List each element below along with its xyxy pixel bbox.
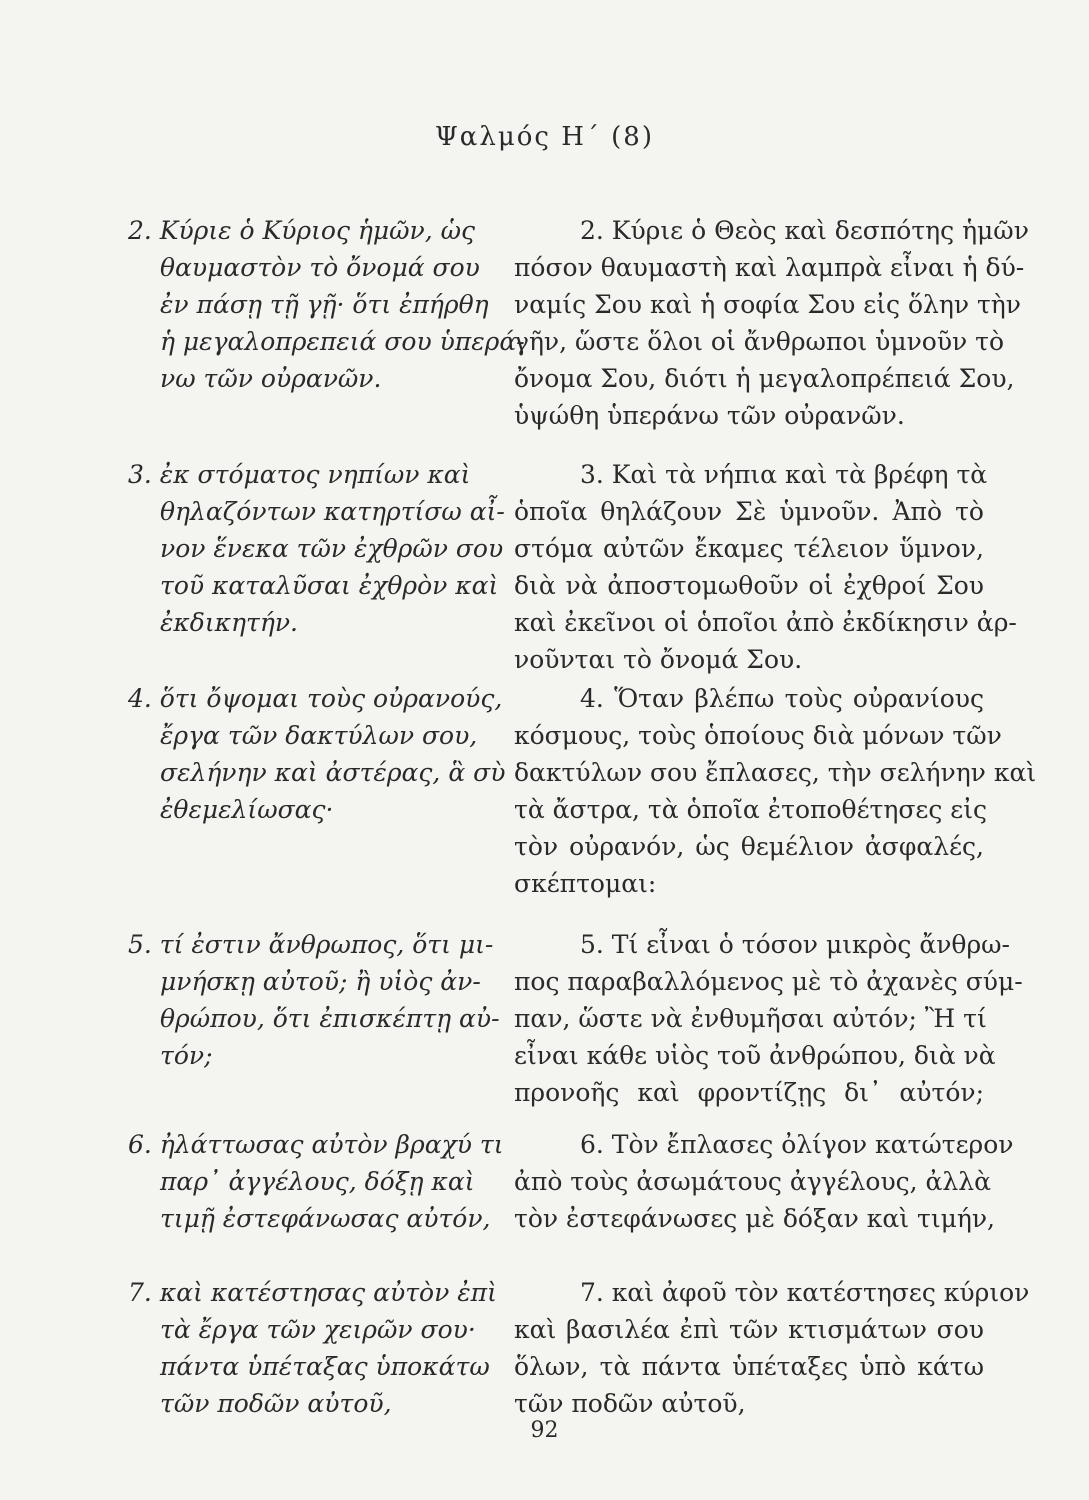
verse-6-ancient [128, 1126, 508, 1237]
verse-2-ancient [128, 212, 525, 397]
verse-7-ancient [128, 1274, 508, 1422]
verse-line: ὅλων, τὰ πάντα ὑπέταξες ὑπὸ κάτω [514, 1352, 984, 1381]
verse-line: 4. Ὅταν βλέπω τοὺς οὐρανίους [580, 684, 984, 713]
verse-5-modern [514, 926, 1023, 1111]
verse-line: 3. ἐκ στόματος νηπίων καὶ [128, 460, 471, 489]
verse-line: ἐκδικητήν. [160, 608, 298, 637]
verse-line: τὰ ἄστρα, τὰ ὁποῖα ἐτοποθέτησες εἰς [514, 795, 988, 824]
verse-line: τὰ ἔργα τῶν χειρῶν σου· [160, 1315, 476, 1344]
verse-4-modern [514, 680, 1037, 902]
verse-line: νω τῶν οὐρανῶν. [160, 364, 382, 393]
verse-line: πάντα ὑπέταξας ὑποκάτω [160, 1352, 490, 1381]
verse-line: γῆν, ὥστε ὅλοι οἱ ἄνθρωποι ὑμνοῦν τὸ [514, 327, 1005, 356]
verse-line: 3. Καὶ τὰ νήπια καὶ τὰ βρέφη τὰ [580, 460, 988, 489]
verse-4-ancient [128, 680, 508, 828]
verse-6-modern [514, 1126, 1014, 1237]
verse-line: 2. Κύριε ὁ Θεὸς καὶ δεσπότης ἡμῶν [580, 216, 1029, 245]
verse-3-ancient [128, 456, 508, 641]
verse-line: 6. Τὸν ἔπλασες ὀλίγον κατώτερον [580, 1130, 1014, 1159]
verse-line: τῶν ποδῶν αὐτοῦ, [160, 1389, 392, 1418]
verse-3-modern [514, 456, 1017, 678]
verse-line: παρ᾿ ἀγγέλους, δόξῃ καὶ [160, 1167, 475, 1196]
verse-line: ὁποῖα θηλάζουν Σὲ ὑμνοῦν. Ἀπὸ τὸ [514, 497, 984, 526]
verse-5-ancient [128, 926, 508, 1074]
verse-line: 6. ἠλάττωσας αὐτὸν βραχύ τι [128, 1130, 504, 1159]
verse-line: πόσον θαυμαστὴ καὶ λαμπρὰ εἶναι ἡ δύ- [514, 253, 1025, 282]
verse-line: τιμῇ ἐστεφάνωσας αὐτόν, [160, 1204, 491, 1233]
verse-2-modern [514, 212, 1029, 434]
verse-line: σκέπτομαι: [514, 869, 657, 898]
verse-line: θηλαζόντων κατηρτίσω αἶ- [160, 497, 505, 526]
verse-line: τῶν ποδῶν αὐτοῦ, [514, 1389, 746, 1418]
verse-line: ἔργα τῶν δακτύλων σου, [160, 721, 478, 750]
verse-line: ναμίς Σου καὶ ἡ σοφία Σου εἰς ὅλην τὴν [514, 290, 1021, 319]
verse-line: ὄνομα Σου, διότι ἡ μεγαλοπρέπειά Σου, [514, 364, 1015, 393]
verse-line: ἡ μεγαλοπρεπειά σου ὑπερά- [160, 327, 525, 356]
verse-line: θαυμαστὸν τὸ ὄνομά σου [160, 253, 480, 282]
verse-line: μνήσκῃ αὐτοῦ; ἢ υἱὸς ἀν- [160, 967, 481, 996]
verse-line: καὶ βασιλέα ἐπὶ τῶν κτισμάτων σου [514, 1315, 984, 1344]
verse-line: σελήνην καὶ ἀστέρας, ἃ σὺ [160, 758, 506, 787]
verse-line: καὶ ἐκεῖνοι οἱ ὁποῖοι ἀπὸ ἐκδίκησιν ἀρ- [514, 608, 1017, 637]
verse-line: παν, ὥστε νὰ ἐνθυμῆσαι αὐτόν; Ἢ τί [514, 1004, 987, 1033]
psalm-title: Ψαλμός Η΄ (8) [435, 122, 654, 152]
verse-line: ἐν πάσῃ τῇ γῇ· ὅτι ἐπήρθη [160, 290, 489, 319]
verse-7-modern [514, 1274, 1030, 1422]
verse-line: θρώπου, ὅτι ἐπισκέπτῃ αὐ- [160, 1004, 500, 1033]
verse-line: πος παραβαλλόμενος μὲ τὸ ἀχανὲς σύμ- [514, 967, 1023, 996]
verse-line: δακτύλων σου ἔπλασες, τὴν σελήνην καὶ [514, 758, 1037, 787]
verse-line: διὰ νὰ ἀποστομωθοῦν οἱ ἐχθροί Σου [514, 571, 984, 600]
verse-line: 7. καὶ κατέστησας αὐτὸν ἐπὶ [128, 1278, 497, 1307]
verse-line: 5. Τί εἶναι ὁ τόσον μικρὸς ἄνθρω- [580, 930, 1010, 959]
verse-line: τοῦ καταλῦσαι ἐχθρὸν καὶ [160, 571, 499, 600]
verse-line: ἐθεμελίωσας· [160, 795, 334, 824]
verse-line: προνοῆς καὶ φροντίζῃς δι᾿ αὐτόν; [514, 1078, 984, 1107]
verse-line: νοῦνται τὸ ὄνομά Σου. [514, 645, 803, 674]
verse-line: 5. τί ἐστιν ἄνθρωπος, ὅτι μι- [128, 930, 494, 959]
verse-line: τὸν οὐρανόν, ὡς θεμέλιον ἀσφαλές, [514, 832, 984, 861]
verse-line: νον ἕνεκα τῶν ἐχθρῶν σου [160, 534, 504, 563]
verse-line: κόσμους, τοὺς ὁποίους διὰ μόνων τῶν [514, 721, 1002, 750]
page-number: 92 [530, 1418, 559, 1443]
verse-line: 7. καὶ ἀφοῦ τὸν κατέστησες κύριον [580, 1278, 1030, 1307]
verse-line: τὸν ἐστεφάνωσες μὲ δόξαν καὶ τιμήν, [514, 1204, 995, 1233]
verse-line: ὑψώθη ὑπεράνω τῶν οὐρανῶν. [514, 401, 905, 430]
verse-line: ἀπὸ τοὺς ἀσωμάτους ἀγγέλους, ἀλλὰ [514, 1167, 991, 1196]
verse-line: εἶναι κάθε υἱὸς τοῦ ἀνθρώπου, διὰ νὰ [514, 1041, 996, 1070]
verse-line: στόμα αὐτῶν ἔκαμες τέλειον ὕμνον, [514, 534, 984, 563]
verse-line: 2. Κύριε ὁ Κύριος ἡμῶν, ὡς [128, 216, 475, 245]
verse-line: τόν; [160, 1041, 213, 1070]
verse-line: 4. ὅτι ὄψομαι τοὺς οὐρανούς, [128, 684, 503, 713]
